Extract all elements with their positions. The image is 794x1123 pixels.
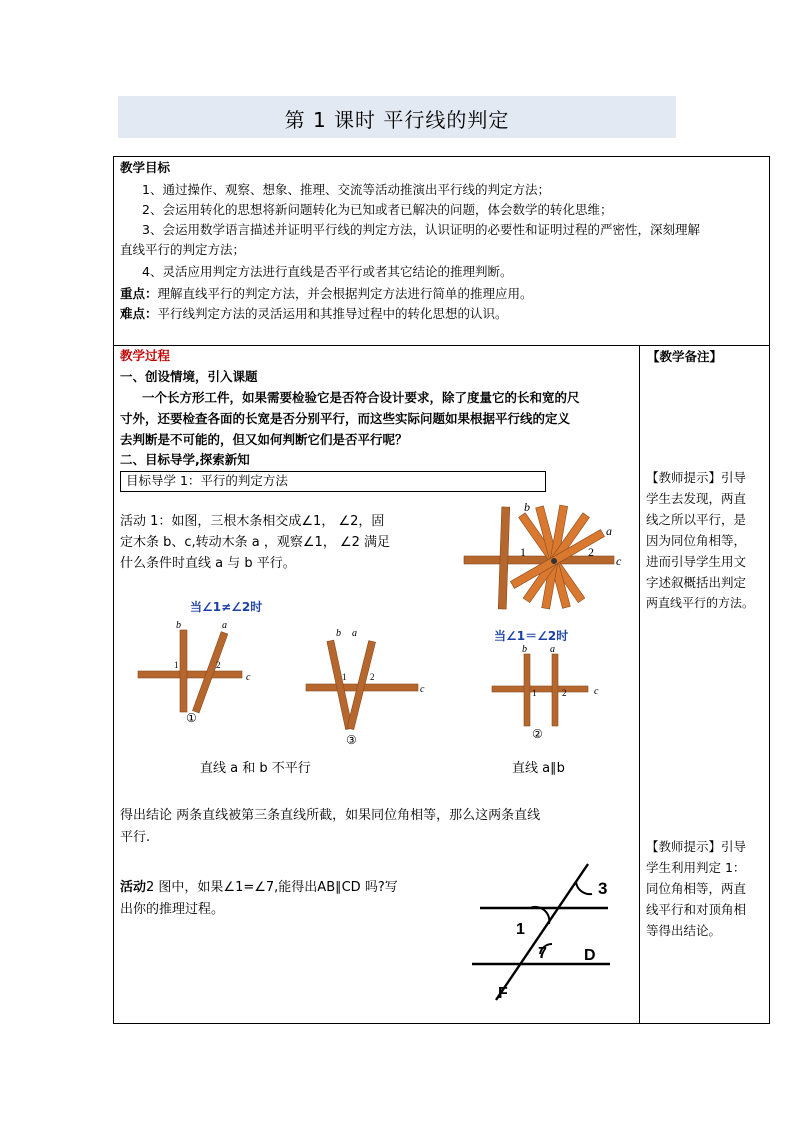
key-point bbox=[120, 284, 533, 304]
tip1-line: 字述叙概括出判定 bbox=[646, 575, 747, 590]
activity1-line-3: 什么条件时直线 a 与 b 平行。 bbox=[120, 556, 296, 571]
objectives-heading: 教学目标 bbox=[120, 160, 171, 175]
difficulty-point bbox=[120, 304, 508, 324]
activity1-line-1: 活动 1：如图，三根木条相交成∠1， ∠2，固 bbox=[120, 514, 385, 529]
tip2-line: 学生利用判定 1： bbox=[646, 860, 746, 875]
label-2: 2 bbox=[588, 545, 594, 559]
f1-label-2: 2 bbox=[216, 660, 221, 670]
intro-line-2: 寸外，还要检查各面的长宽是否分别平行，而这些实际问题如果根据平行线的定义 bbox=[120, 411, 571, 426]
activity2-line-1 bbox=[120, 878, 398, 898]
intro-line-1: 一个长方形工件，如果需要检验它是否符合设计要求，除了度量它的长和宽的尺 bbox=[142, 390, 580, 405]
teacher-tip-2 bbox=[646, 836, 746, 941]
label-a: a bbox=[606, 524, 612, 538]
tip1-line: 线之所以平行，是 bbox=[646, 512, 747, 527]
tip1-line: 进而引导学生用文 bbox=[646, 554, 747, 569]
section-1-heading: 一、创设情境，引入课题 bbox=[120, 369, 258, 384]
fig-label-unequal: 当∠1≠∠2时 bbox=[190, 600, 263, 614]
objective-4: 4、灵活应用判定方法进行直线是否平行或者其它结论的推理判断。 bbox=[142, 264, 513, 279]
activity2-label: 活动 bbox=[120, 880, 147, 895]
objective-3: 3、会运用数学语言描述并证明平行线的判定方法，认识证明的必要性和证明过程的严密性，深刻理解 bbox=[142, 222, 700, 237]
f1-label-c: c bbox=[246, 672, 251, 683]
f2-label-2: 2 bbox=[562, 688, 567, 698]
intro-line-3: 去判断是不可能的，但又如何判断它们是否平行呢？ bbox=[120, 432, 408, 447]
diagram-label-f: F bbox=[498, 985, 508, 1002]
f2-circ: ② bbox=[532, 727, 543, 741]
rotating-sticks-figure bbox=[462, 503, 632, 613]
objective-2: 2、会运用转化的思想将新问题转化为已知或者已解决的问题，体会数学的转化思维； bbox=[142, 202, 613, 217]
caption-parallel: 直线 a∥b bbox=[512, 761, 565, 776]
teacher-tip-1 bbox=[646, 467, 754, 614]
tip2-line: 【教师提示】引导 bbox=[646, 839, 747, 854]
tip1-line: 因为同位角相等， bbox=[646, 533, 747, 548]
stick-b bbox=[498, 507, 510, 609]
label-1: 1 bbox=[520, 545, 526, 559]
goal-text: 目标导学 1：平行的判定方法 bbox=[126, 473, 288, 488]
tip1-line: 学生去发现，两直 bbox=[646, 491, 747, 506]
f2-label-c: c bbox=[594, 686, 599, 697]
difficulty-label: 难点： bbox=[120, 306, 158, 321]
conclusion-line-1: 得出结论 两条直线被第三条直线所截，如果同位角相等，那么这两条直线 bbox=[120, 808, 541, 823]
f2-label-b: b bbox=[522, 644, 527, 655]
section-2-heading: 二、目标导学,探索新知 bbox=[120, 452, 250, 467]
f2-label-a: a bbox=[550, 644, 555, 655]
process-heading: 教学过程 bbox=[120, 348, 171, 363]
diagram-label-d: D bbox=[584, 947, 596, 964]
f3-label-2: 2 bbox=[370, 672, 375, 682]
tip1-line: 两直线平行的方法。 bbox=[646, 596, 755, 610]
angle-diagram bbox=[466, 860, 626, 1006]
figure-1-not-parallel bbox=[136, 616, 256, 726]
activity1-line-2: 定木条 b、c,转动木条 a ，观察∠1， ∠2 满足 bbox=[120, 535, 391, 550]
diagram-label-3: 3 bbox=[598, 879, 608, 898]
objective-1: 1、通过操作、观察、想象、推理、交流等活动推演出平行线的判定方法； bbox=[142, 182, 550, 197]
f2-label-1: 1 bbox=[532, 688, 537, 698]
difficulty-text: 平行线判定方法的灵活运用和其推导过程中的转化思想的认识。 bbox=[157, 306, 508, 321]
caption-not-parallel: 直线 a 和 b 不平行 bbox=[200, 761, 311, 776]
f3-label-a: a bbox=[352, 628, 357, 639]
activity2-line-2: 出你的推理过程。 bbox=[120, 902, 225, 917]
f1-label-b: b bbox=[176, 620, 181, 631]
tip1-line: 【教师提示】引导 bbox=[646, 470, 747, 485]
page-title: 第 1 课时 平行线的判定 bbox=[284, 108, 510, 132]
objective-3-cont: 直线平行的判定方法； bbox=[120, 242, 246, 257]
f1-label-a: a bbox=[222, 620, 227, 631]
label-b: b bbox=[524, 503, 530, 514]
transversal bbox=[496, 864, 588, 1000]
f3-label-1: 1 bbox=[342, 672, 347, 682]
f1-label-1: 1 bbox=[174, 660, 179, 670]
key-text: 理解直线平行的判定方法，并会根据判定方法进行简单的推理应用。 bbox=[157, 286, 533, 301]
f1-circ: ① bbox=[186, 711, 197, 725]
activity2-text: 2 图中，如果∠1=∠7,能得出AB∥CD 吗?写 bbox=[146, 880, 398, 895]
figure-2-parallel bbox=[490, 642, 610, 742]
f3-label-c: c bbox=[420, 684, 425, 695]
diagram-label-1: 1 bbox=[516, 921, 525, 938]
pivot-point bbox=[551, 558, 557, 564]
f3-circ: ③ bbox=[346, 733, 357, 747]
label-c: c bbox=[616, 554, 622, 568]
title-band bbox=[118, 96, 676, 138]
notes-heading: 【教学备注】 bbox=[647, 349, 723, 364]
f3-label-b: b bbox=[336, 628, 341, 639]
tip2-line: 同位角相等，两直 bbox=[646, 881, 747, 896]
diagram-label-7: 7 bbox=[538, 945, 547, 962]
fig-label-equal: 当∠1＝∠2时 bbox=[494, 629, 569, 643]
angle-arc-3 bbox=[576, 882, 592, 894]
tip2-line: 线平行和对顶角相 bbox=[646, 902, 747, 917]
angle-arc-1 bbox=[530, 907, 549, 924]
conclusion-line-2: 平行. bbox=[120, 830, 151, 845]
figure-3-not-parallel bbox=[296, 622, 436, 747]
key-label: 重点： bbox=[120, 286, 158, 301]
tip2-line: 等得出结论。 bbox=[646, 923, 722, 938]
